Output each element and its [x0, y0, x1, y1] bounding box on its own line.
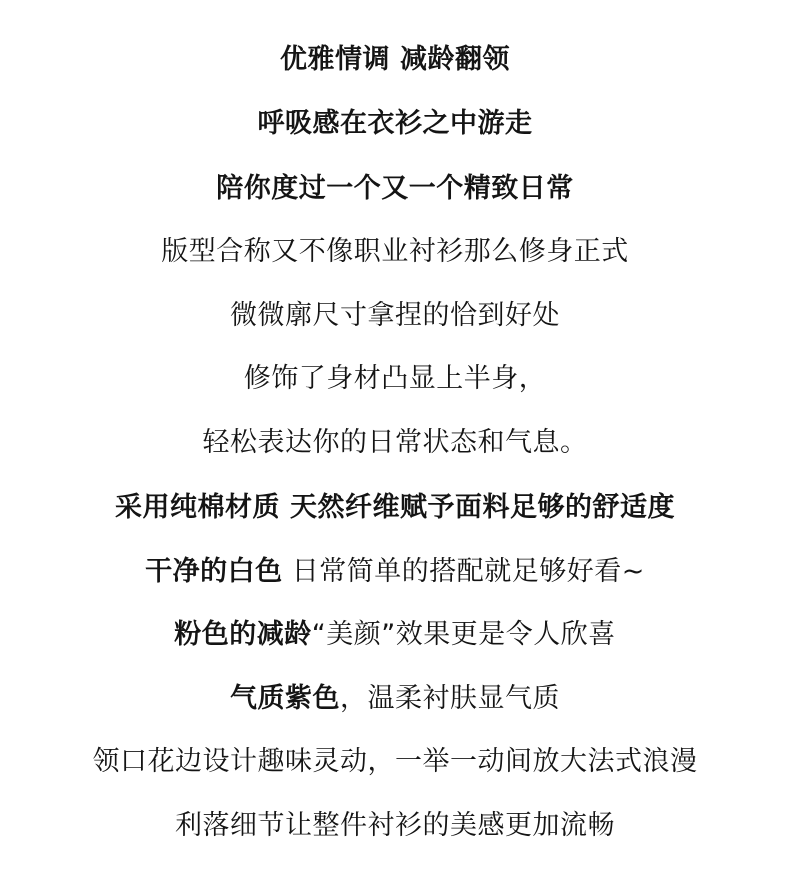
- color-pink-label: 粉色的减龄: [174, 619, 312, 650]
- color-purple-text: ，温柔衬肤显气质: [340, 683, 560, 714]
- color-white-text: 日常简单的搭配就足够好看~: [282, 556, 645, 587]
- description-line-3: 修饰了身材凸显上半身，: [243, 363, 547, 394]
- headline-line-2: 呼吸感在衣衫之中游走: [257, 108, 533, 139]
- material-line: 采用纯棉材质 天然纤维赋予面料足够的舒适度: [115, 492, 675, 523]
- color-pink-text: “美颜”效果更是令人欣喜: [311, 619, 616, 650]
- detail-closing-line: 利落细节让整件衬衫的美感更加流畅: [175, 810, 615, 841]
- headline-line-3: 陪你度过一个又一个精致日常: [216, 173, 574, 204]
- description-line-2: 微微廓尺寸拿捏的恰到好处: [230, 300, 560, 331]
- color-white-label: 干净的白色: [145, 556, 283, 587]
- description-line-4: 轻松表达你的日常状态和气息。: [202, 427, 588, 458]
- color-purple-line: [0, 682, 790, 716]
- color-pink-line: [0, 618, 790, 652]
- collar-detail-line: 领口花边设计趣味灵动，一举一动间放大法式浪漫: [92, 746, 698, 777]
- description-line-1: 版型合称又不像职业衬衫那么修身正式: [161, 236, 629, 267]
- color-white-line: [0, 555, 790, 589]
- color-purple-label: 气质紫色: [230, 683, 340, 714]
- headline-line-1: 优雅情调 减龄翻领: [280, 44, 510, 75]
